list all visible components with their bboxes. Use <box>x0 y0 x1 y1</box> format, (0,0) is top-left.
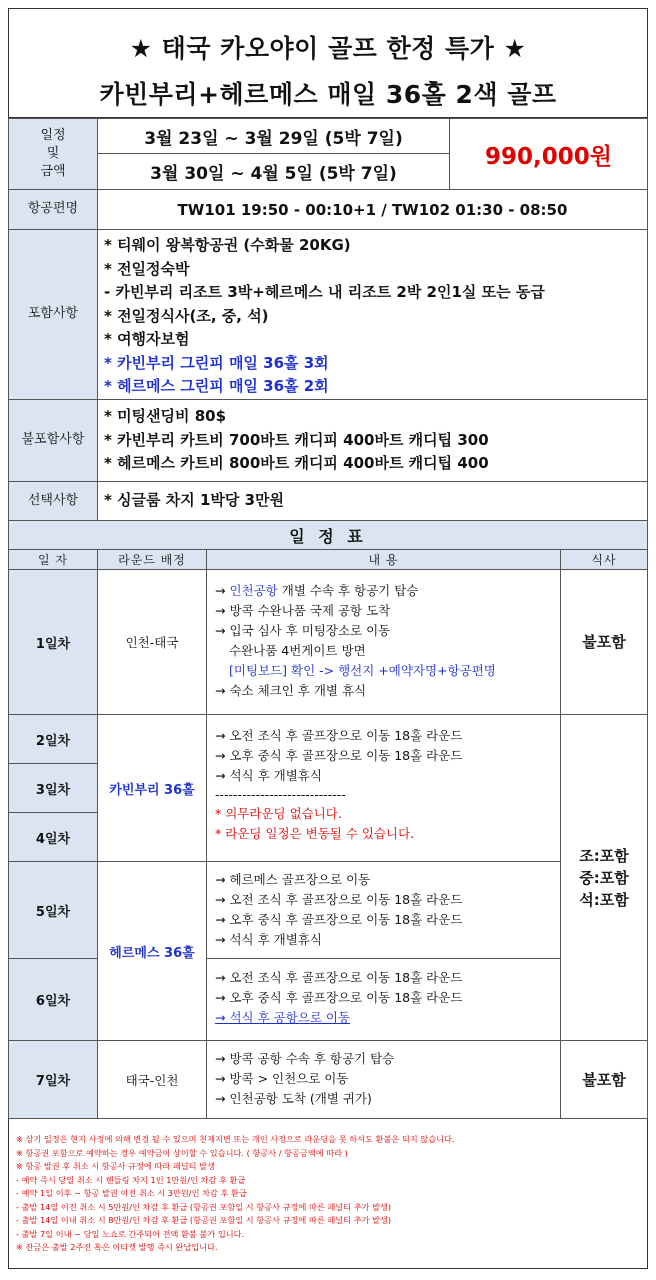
content-line: → 석식 후 개별휴식 <box>215 932 322 947</box>
content-line: → 석식 후 개별휴식 <box>215 768 322 783</box>
note-line: - 예약 1일 이후 ~ 항공 발권 이전 취소 시 3만원/인 차감 후 환급 <box>16 1188 247 1198</box>
content-line: → 오후 중식 후 골프장으로 이동 18홀 라운드 <box>215 912 463 927</box>
period-1: 3월 23일 ~ 3월 29일 (5박 7일) <box>97 118 450 154</box>
excluded-item: * 헤르메스 카트비 800바트 캐디피 400바트 캐디팁 400 <box>104 454 489 472</box>
optional-label: 선택사항 <box>8 481 98 521</box>
excluded-item: * 미팅샌딩비 80$ <box>104 407 227 425</box>
round-day1: 인천-태국 <box>97 569 207 715</box>
note-line: ※ 항공권 포함으로 예약하는 경우 예약금이 상이할 수 있습니다. ( 항공사 / 항공금액에 따라 ) <box>16 1147 348 1158</box>
day-4: 4일차 <box>8 812 98 862</box>
content-line: → 방콕 수완나품 국제 공항 도착 <box>215 603 391 618</box>
content-day1 <box>206 569 561 715</box>
day-2: 2일차 <box>8 714 98 764</box>
day-6: 6일차 <box>8 958 98 1041</box>
content-day5 <box>206 861 561 959</box>
header-content: 내 용 <box>206 549 561 570</box>
content-line: → 방콕 공항 수속 후 항공기 탑승 <box>215 1051 395 1066</box>
meeting-board-text: [미팅보드] 확인 -> 행선지 +예약자명+항공편명 <box>229 663 496 678</box>
title-line-2: 카빈부리+헤르메스 매일 36홀 2색 골프 <box>99 80 557 109</box>
content-line: → 인천공항 개별 수속 후 항공기 탑승 <box>215 583 419 598</box>
day-3: 3일차 <box>8 763 98 813</box>
content-line: → 방콕 > 인천으로 이동 <box>215 1071 349 1086</box>
content-line: → 인천공항 도착 (개별 귀가) <box>215 1091 372 1106</box>
note-line: - 출발 14일 이전 취소 시 5만원/인 차감 후 환급 (항공권 포함일 시 항공사 규정에 따른 패널티 추가 발생) <box>16 1201 392 1212</box>
price: 990,000원 <box>449 118 648 190</box>
period-2: 3월 30일 ~ 4월 5일 (5박 7일) <box>97 153 450 190</box>
content-line: → 오전 조식 후 골프장으로 이동 18홀 라운드 <box>215 892 463 907</box>
included-label: 포함사항 <box>8 229 98 400</box>
header-meal: 식사 <box>560 549 648 570</box>
warning-schedule-change: * 라운딩 일정은 변동될 수 있습니다. <box>215 826 415 841</box>
notes-section <box>16 1133 636 1255</box>
meal-day2-6 <box>560 714 648 1041</box>
meal-lunch: 중:포함 <box>579 868 629 887</box>
round-day7: 태국-인천 <box>97 1040 207 1119</box>
itinerary-title: 일 정 표 <box>8 520 648 550</box>
content-line: → 오후 중식 후 골프장으로 이동 18홀 라운드 <box>215 990 463 1005</box>
meal-dinner: 석:포함 <box>579 890 629 909</box>
content-line: → 오전 조식 후 골프장으로 이동 18홀 라운드 <box>215 970 463 985</box>
content-kabinburi <box>206 714 561 862</box>
content-line: → 입국 심사 후 미팅장소로 이동 <box>215 623 391 638</box>
warning-no-mandatory: * 의무라운딩 없습니다. <box>215 806 342 821</box>
day-1: 1일차 <box>8 569 98 715</box>
included-list <box>97 229 648 400</box>
content-day7 <box>206 1040 561 1119</box>
day-5: 5일차 <box>8 861 98 959</box>
included-item: * 티웨이 왕복항공권 (수화물 20KG) <box>104 236 351 254</box>
excluded-label: 불포함사항 <box>8 399 98 482</box>
included-item: - 카빈부리 리조트 3박+헤르메스 내 리조트 2박 2인1실 또는 동급 <box>104 283 545 301</box>
optional-item: * 싱글룸 차지 1박당 3만원 <box>97 481 648 521</box>
day-7: 7일차 <box>8 1040 98 1119</box>
airport-transfer-text: → 석식 후 공항으로 이동 <box>215 1010 351 1025</box>
incheon-airport-text: 인천공항 <box>229 583 278 598</box>
meal-day1: 불포함 <box>560 569 648 715</box>
meal-day7: 불포함 <box>560 1040 648 1119</box>
note-line: ※ 잔금은 출발 2주전 혹은 이티켓 발행 즉시 완납입니다. <box>16 1242 218 1252</box>
content-day6 <box>206 958 561 1041</box>
note-line: - 출발 7일 이내 ~ 당일 노쇼로 간주되어 전액 환불 불가 입니다. <box>16 1228 245 1239</box>
included-highlight: * 헤르메스 그린피 매일 36홀 2회 <box>104 377 329 395</box>
schedule-label: 일정 및 금액 <box>8 118 98 190</box>
note-line: ※ 항공 발권 후 취소 시 항공사 규정에 따라 패널티 발생 <box>16 1161 215 1171</box>
content-line: → 헤르메스 골프장으로 이동 <box>215 872 371 887</box>
content-line: 수완나품 4번게이트 방면 <box>229 643 366 658</box>
excluded-list <box>97 399 648 482</box>
flight-info: TW101 19:50 - 00:10+1 / TW102 01:30 - 08:50 <box>97 189 648 230</box>
included-item: * 여행자보험 <box>104 330 190 348</box>
title-line-1: ★ 태국 카오야이 골프 한정 특가 ★ <box>129 34 527 63</box>
round-hermes: 헤르메스 36홀 <box>97 861 207 1041</box>
note-line: - 출발 14일 이내 취소 시 8만원/인 차감 후 환급 (항공권 포함일 시 항공사 규정에 따른 패널티 추가 발생) <box>16 1215 392 1225</box>
content-line: → 숙소 체크인 후 개별 휴식 <box>215 683 367 698</box>
content-line: → 오후 중식 후 골프장으로 이동 18홀 라운드 <box>215 748 463 763</box>
round-kabinburi: 카빈부리 36홀 <box>97 714 207 862</box>
included-item: * 전일정식사(조, 중, 석) <box>104 306 269 325</box>
header-day: 일 자 <box>8 549 98 570</box>
flight-label: 항공편명 <box>8 189 98 230</box>
content-line: → 오전 조식 후 골프장으로 이동 18홀 라운드 <box>215 728 463 743</box>
meal-breakfast: 조:포함 <box>579 846 629 865</box>
excluded-item: * 카빈부리 카트비 700바트 캐디피 400바트 캐디팁 300 <box>104 430 489 449</box>
note-line: ※ 상기 일정은 현지 사정에 의해 변경 될 수 있으며 천재지변 또는 개인 사정으로 라운딩을 못 하셔도 환불은 되지 않습니다. <box>16 1134 455 1144</box>
included-highlight: * 카빈부리 그린피 매일 36홀 3회 <box>104 353 329 372</box>
header-round: 라운드 배정 <box>97 549 207 570</box>
divider-line: ----------------------------- <box>215 787 346 802</box>
title-banner <box>8 8 648 118</box>
included-item: * 전일정숙박 <box>104 259 190 278</box>
note-line: - 예약 즉시 당일 취소 시 핸들링 차지 1인 1만원/인 차감 후 환급 <box>16 1174 246 1185</box>
